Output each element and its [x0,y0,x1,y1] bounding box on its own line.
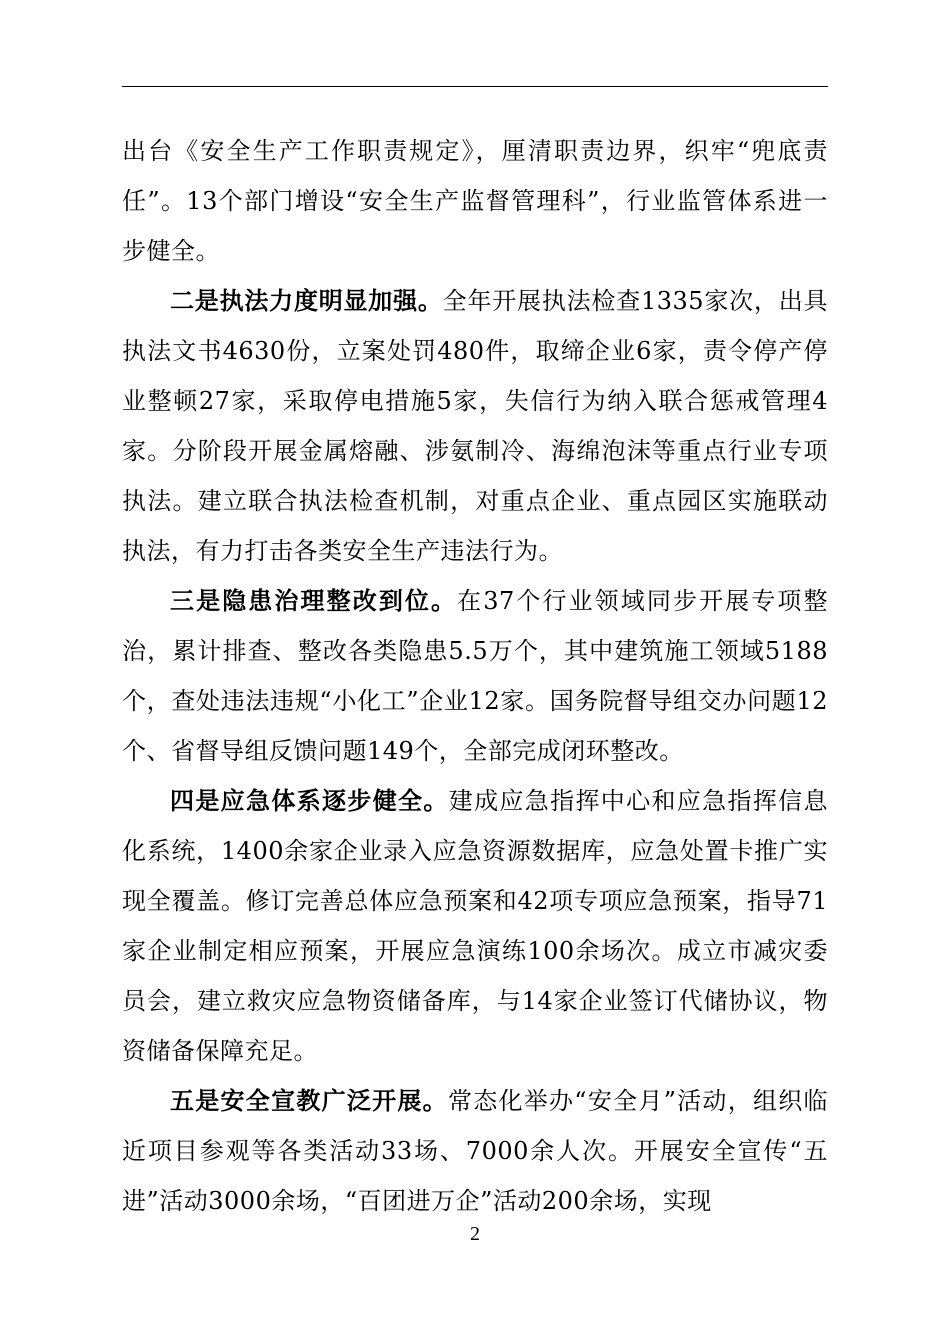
paragraph-lead: 四是应急体系逐步健全。 [170,786,449,815]
paragraph-enforcement [122,276,828,576]
document-body [122,126,828,1226]
paragraph-hazard-rectification [122,576,828,776]
paragraph-lead: 三是隐患治理整改到位。 [170,586,458,615]
header-rule [122,86,828,87]
paragraph-safety-education [122,1076,828,1226]
paragraph-text: 常态化举办“安全月”活动，组织临近项目参观等各类活动33场、7000余人次。开展安全宣传“五进”活动3000余场，“百团进万企”活动200余场，实现 [122,1087,829,1215]
paragraph-lead: 二是执法力度明显加强。 [170,286,443,315]
page-number: 2 [470,1223,480,1245]
paragraph-emergency-system [122,776,828,1076]
paragraph-text: 在37个行业领域同步开展专项整治，累计排查、整改各类隐患5.5万个，其中建筑施工领域5188个，查处违法违规“小化工”企业12家。国务院督导组交办问题12个、省督导组反馈问题149个，全部完成闭环整改。 [122,587,828,765]
paragraph-text: 建成应急指挥中心和应急指挥信息化系统，1400余家企业录入应急资源数据库，应急处置卡推广实现全覆盖。修订完善总体应急预案和42项专项应急预案，指导71家企业制定相应预案，开展应急演练100余场次。成立市减灾委员会，建立救灾应急物资储备库，与14家企业签订代储协议，物资储备保障充足。 [122,787,829,1065]
paragraph-text: 全年开展执法检查1335家次，出具执法文书4630份，立案处罚480件，取缔企业6家，责令停产停业整顿27家，采取停电措施5家，失信行为纳入联合惩戒管理4家。分阶段开展金属熔融、涉氨制冷、海绵泡沫等重点行业专项执法。建立联合执法检查机制，对重点企业、重点园区实施联动执法，有力打击各类安全生产违法行为。 [122,287,828,565]
paragraph-text: 出台《安全生产工作职责规定》，厘清职责边界，织牢“兜底责任”。13个部门增设“安全生产监督管理科”，行业监管体系进一步健全。 [122,137,828,265]
paragraph-lead: 五是安全宣教广泛开展。 [170,1086,448,1115]
paragraph-continuation [122,126,828,276]
